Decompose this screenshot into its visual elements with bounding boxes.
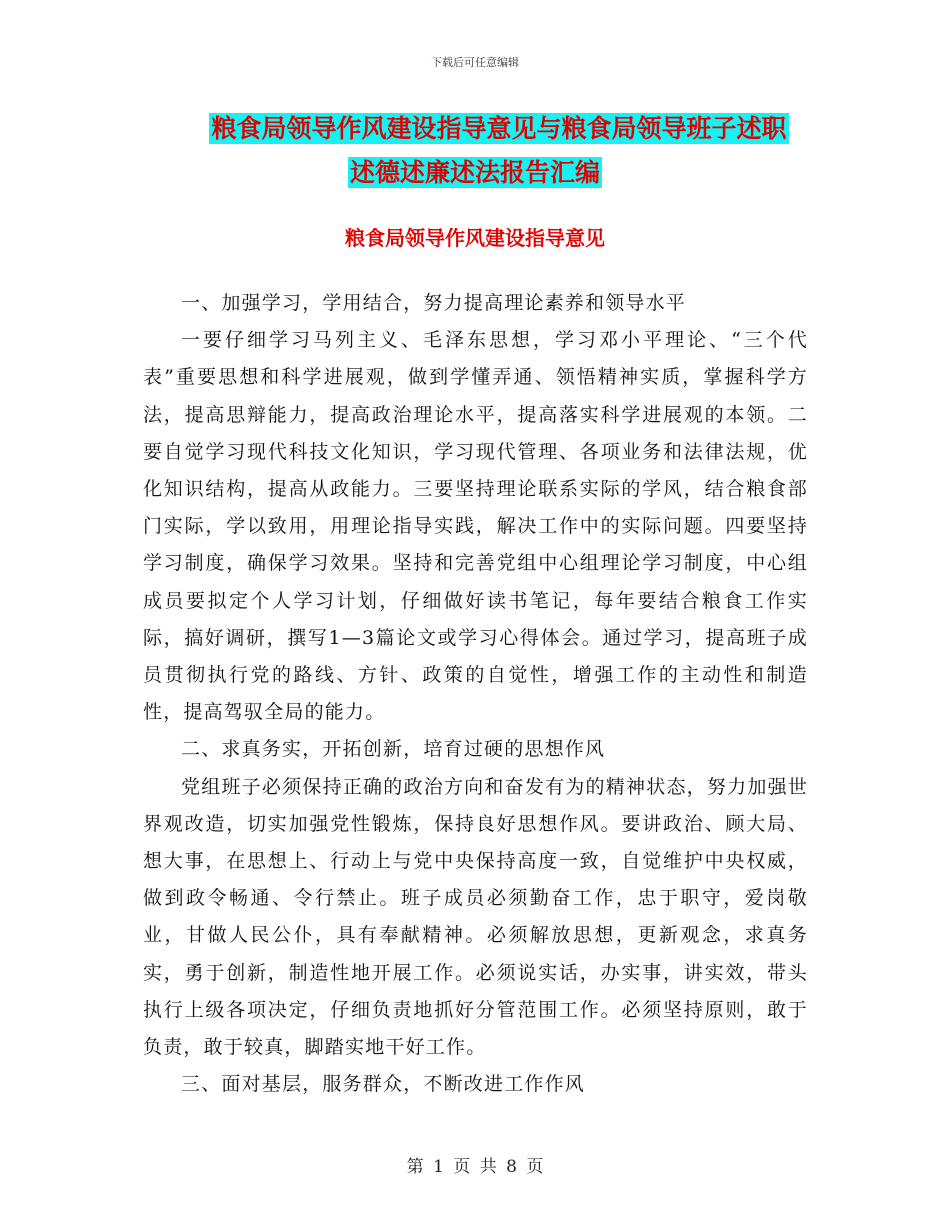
paragraph-heading-1: 一、加强学习，学用结合，努力提高理论素养和领导水平: [181, 292, 687, 314]
page-header-note: 下载后可任意编辑: [431, 56, 519, 69]
document-body: [143, 285, 808, 1103]
document-title-line-1: [0, 110, 950, 148]
section-title: 粮食局领导作风建设指导意见: [345, 226, 605, 250]
paragraph-2: 党组班子必须保持正确的政治方向和奋发有为的精神状态，努力加强世界观改造，切实加强党性锻炼，保持良好思想作风。要讲政治、顾大局、想大事，在思想上、行动上与党中央保持高度一致，自觉维护中央权威，做到政令畅通、令行禁止。班子成员必须勤奋工作，忠于职守，爱岗敬业，甘做人民公仆，具有奉献精神。必须解放思想，更新观念，求真务实，勇于创新，制造性地开展工作。必须说实话，办实事，讲实效，带头执行上级各项决定，仔细负责地抓好分管范围工作。必须坚持原则，敢于负责，敢于较真，脚踏实地干好工作。: [143, 775, 808, 1059]
document-title-line-2: [0, 154, 950, 192]
title-line-1-text: 粮食局领导作风建设指导意见与粮食局领导班子述职: [211, 114, 787, 143]
page-footer: 第 1 页 共 8 页: [406, 1157, 544, 1177]
paragraph-heading-3: 三、面对基层，服务群众，不断改进工作作风: [181, 1073, 586, 1096]
paragraph-heading-2: 二、求真务实，开拓创新，培育过硬的思想作风: [181, 738, 606, 761]
paragraph-1: 一要仔细学习马列主义、毛泽东思想，学习邓小平理论、“三个代表”重要思想和科学进展观，做到学懂弄通、领悟精神实质，掌握科学方法，提高思辩能力，提高政治理论水平，提高落实科学进展观的本领。二要自觉学习现代科技文化知识，学习现代管理、各项业务和法律法规，优化知识结构，提高从政能力。三要坚持理论联系实际的学风，结合粮食部门实际，学以致用，用理论指导实践，解决工作中的实际问题。四要坚持学习制度，确保学习效果。坚持和完善党组中心组理论学习制度，中心组成员要拟定个人学习计划，仔细做好读书笔记，每年要结合粮食工作实际，搞好调研，撰写1—3篇论文或学习心得体会。通过学习，提高班子成员贯彻执行党的路线、方针、政策的自觉性，增强工作的主动性和制造性，提高驾驭全局的能力。: [143, 329, 808, 724]
title-line-2-text: 述德述廉述法报告汇编: [349, 158, 600, 187]
